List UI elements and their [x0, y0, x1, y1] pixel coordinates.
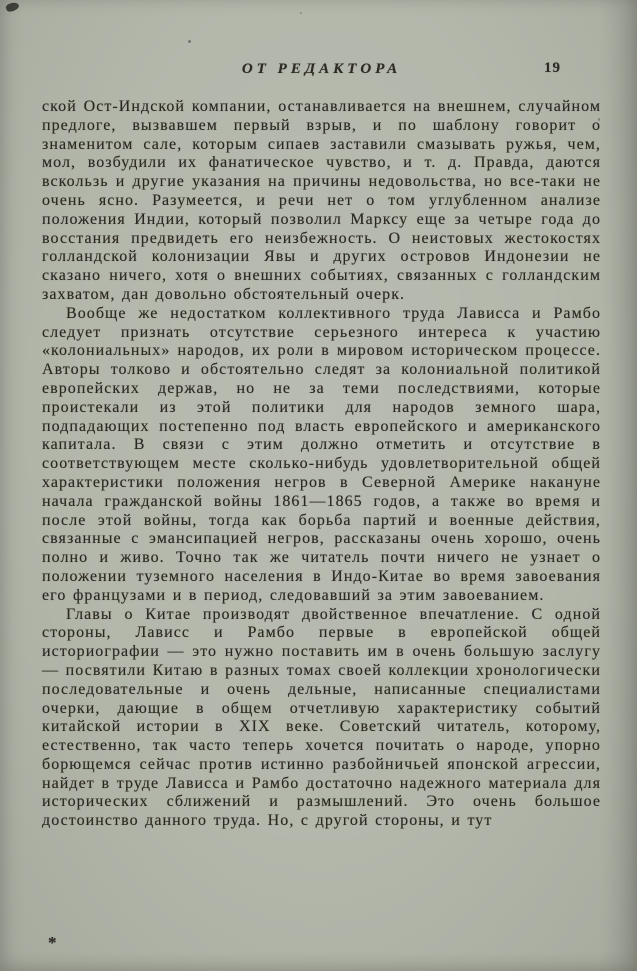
footnote-asterisk: *: [48, 933, 57, 952]
running-title: ОТ РЕДАКТОРА: [241, 61, 402, 77]
paragraph: Вообще же недостатком коллективного труда Лависса и Рамбо следует признать отсутствие серьезного интереса к участию «колониальных» народов, их роли в мировом историческом процессе. Авторы толково и обстоятельно следят за колониальной политикой европейских держав, но не за теми последствиями, которые проистекали из этой политики для народов земного шара, подпадающих постепенно под власть европейского и американского капитала. В связи с этим должно отметить и отсутствие в соответствующем месте сколько-нибудь удовлетворительной общей характеристики положения негров в Северной Америке накануне начала гражданской войны 1861—1865 годов, а также во время и после этой войны, тогда как борьба партий и военные действия, связанные с эмансипацией негров, рассказаны очень хорошо, очень полно и живо. Точно так же читатель почти ничего не узнает о положении туземного населения в Индо-Китае во время завоевания его французами и в период, следовавший за этим завоеванием.: [42, 304, 601, 604]
page-header: [42, 60, 601, 82]
scan-speck: [300, 12, 302, 14]
page-number: 19: [544, 60, 561, 76]
page-body: [42, 98, 601, 831]
scan-speck: [5, 1, 20, 13]
paragraph: ской Ост-Индской компании, останавливается на внешнем, случайном предлоге, вызвавшем первый взрыв, и по шаблону говорит о знаменитом сале, которым сипаев заставили смазывать ружья, чем, мол, возбудили их фанатическое чувство, и т. д. Правда, даются вскользь и другие указания на причины недовольства, но все-таки не очень ясно. Разумеется, и речи нет о том углубленном анализе положения Индии, который позволил Марксу еще за четыре года до восстания предвидеть его неизбежность. О неистовых жестокостях голландской колонизации Явы и других островов Индонезии не сказано ничего, хотя о внешних событиях, связанных с голландским захватом, дан довольно обстоятельный очерк.: [42, 98, 601, 303]
scan-speck: [188, 40, 191, 43]
paragraph: Главы о Китае производят двойственное впечатление. С одной стороны, Лависс и Рамбо первые в европейской общей историографии — это нужно поставить им в очень большую заслугу — посвятили Китаю в разных томах своей коллекции хронологически последовательные и очень дельные, написанные специалистами очерки, дающие в общем отчетливую характеристику событий китайской истории в XIX веке. Советский читатель, которому, естественно, так часто теперь хочется почитать о народе, упорно борющемся сейчас против истинно разбойничьей японской агрессии, найдет в труде Лависса и Рамбо достаточно надежного материала для исторических сближений и размышлений. Это очень большое достоинство данного труда. Но, с другой стороны, и тут: [42, 605, 601, 830]
